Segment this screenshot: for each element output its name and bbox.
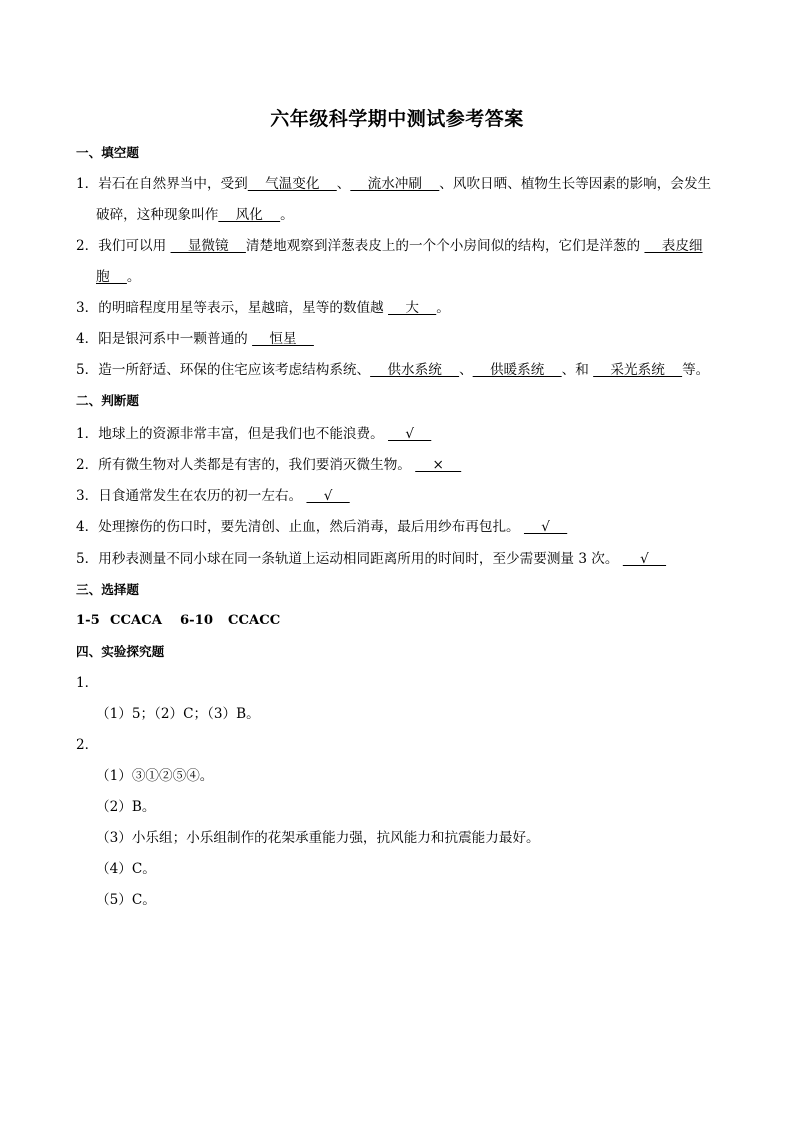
- document-title: 六年级科学期中测试参考答案: [270, 108, 524, 130]
- question-text: 、和: [561, 362, 594, 378]
- answer-blank: 采光系统: [593, 362, 683, 378]
- answer-blank: 风化: [218, 207, 281, 223]
- answer-blank: 显微镜: [170, 238, 246, 254]
- tf-q4: [76, 517, 567, 537]
- question-text: 1．岩石在自然界当中，受到: [76, 176, 248, 192]
- question-text: 4．处理擦伤的伤口时，要先清创、止血，然后消毒，最后用纱布再包扎。: [76, 519, 524, 535]
- question-text: 等。: [682, 362, 710, 378]
- tf-q3: [76, 486, 350, 506]
- fill-q4: [76, 329, 314, 349]
- section-heading-multiple-choice: 三、选择题: [76, 582, 139, 597]
- answer-blank: 大: [388, 300, 437, 316]
- answer-blank: 恒星: [252, 331, 314, 347]
- tf-q1: [76, 424, 431, 444]
- answer-blank: √: [388, 426, 432, 442]
- question-text: 。: [280, 207, 294, 223]
- question-text: 5．造一所舒适、环保的住宅应该考虑结构系统、: [76, 362, 371, 378]
- experiment-q2-answer-3: （3）小乐组；小乐组制作的花架承重能力强，抗风能力和抗震能力最好。: [96, 830, 540, 846]
- question-text: 3．日食通常发生在农历的初一左右。: [76, 488, 307, 504]
- question-text: 3．的明暗程度用星等表示，星越暗，星等的数值越: [76, 300, 389, 316]
- choice-range: 6-10: [180, 613, 214, 628]
- question-text: 、: [336, 176, 351, 192]
- fill-q1-line2: [96, 205, 294, 225]
- choice-answer-string: CCACC: [228, 613, 281, 628]
- experiment-q2-answer-2: （2）B。: [96, 799, 156, 815]
- answer-blank: 供水系统: [370, 362, 460, 378]
- section-heading-true-false: 二、判断题: [76, 393, 139, 408]
- question-text: 2．所有微生物对人类都是有害的，我们要消灭微生物。: [76, 457, 416, 473]
- choice-range: 1-5: [76, 613, 100, 628]
- experiment-q1-answer: （1）5；（2）C；（3）B。: [96, 706, 260, 722]
- answer-blank: 流水冲刷: [350, 176, 440, 192]
- question-text: 2．我们可以用: [76, 238, 171, 254]
- fill-q3: [76, 298, 450, 318]
- choice-answers: [76, 611, 280, 631]
- tf-q2: [76, 455, 461, 475]
- choice-answer-string: CCACA: [110, 613, 162, 628]
- question-text: 1．地球上的资源非常丰富，但是我们也不能浪费。: [76, 426, 389, 442]
- question-text: 破碎，这种现象叫作: [96, 207, 219, 223]
- question-text: 、风吹日晒、植物生长等因素的影响，会发生: [439, 176, 712, 192]
- tf-q5: [76, 549, 666, 569]
- experiment-q2-answer-5: （5）C。: [96, 892, 156, 908]
- answer-blank: 表皮细: [644, 238, 703, 254]
- answer-blank: √: [622, 551, 667, 567]
- fill-q2-line1: [76, 236, 703, 256]
- fill-q5: [76, 360, 709, 380]
- answer-blank: ×: [415, 457, 462, 473]
- question-text: 5．用秒表测量不同小球在同一条轨道上运动相同距离所用的时间时，至少需要测量 3 次。: [76, 551, 623, 567]
- answer-blank: 气温变化: [247, 176, 337, 192]
- question-text: 4．阳是银河系中一颗普通的: [76, 331, 253, 347]
- answer-blank: 供暖系统: [472, 362, 562, 378]
- section-heading-experiment: 四、实验探究题: [76, 644, 165, 659]
- experiment-q2-number: 2．: [76, 737, 99, 753]
- experiment-q1-number: 1．: [76, 675, 99, 691]
- fill-q1-line1: [76, 174, 711, 194]
- question-text: 清楚地观察到洋葱表皮上的一个个小房间似的结构，它们是洋葱的: [245, 238, 645, 254]
- experiment-q2-answer-1: （1）③①②⑤④。: [96, 768, 214, 784]
- answer-blank: √: [306, 488, 350, 504]
- question-text: 。: [126, 269, 141, 285]
- section-heading-fill-in: 一、填空题: [76, 145, 139, 160]
- experiment-q2-answer-4: （4）C。: [96, 861, 156, 877]
- answer-blank: √: [523, 519, 568, 535]
- question-text: 。: [436, 300, 450, 316]
- answer-blank: 胞: [96, 269, 127, 285]
- question-text: 、: [459, 362, 473, 378]
- fill-q2-line2: [96, 267, 140, 287]
